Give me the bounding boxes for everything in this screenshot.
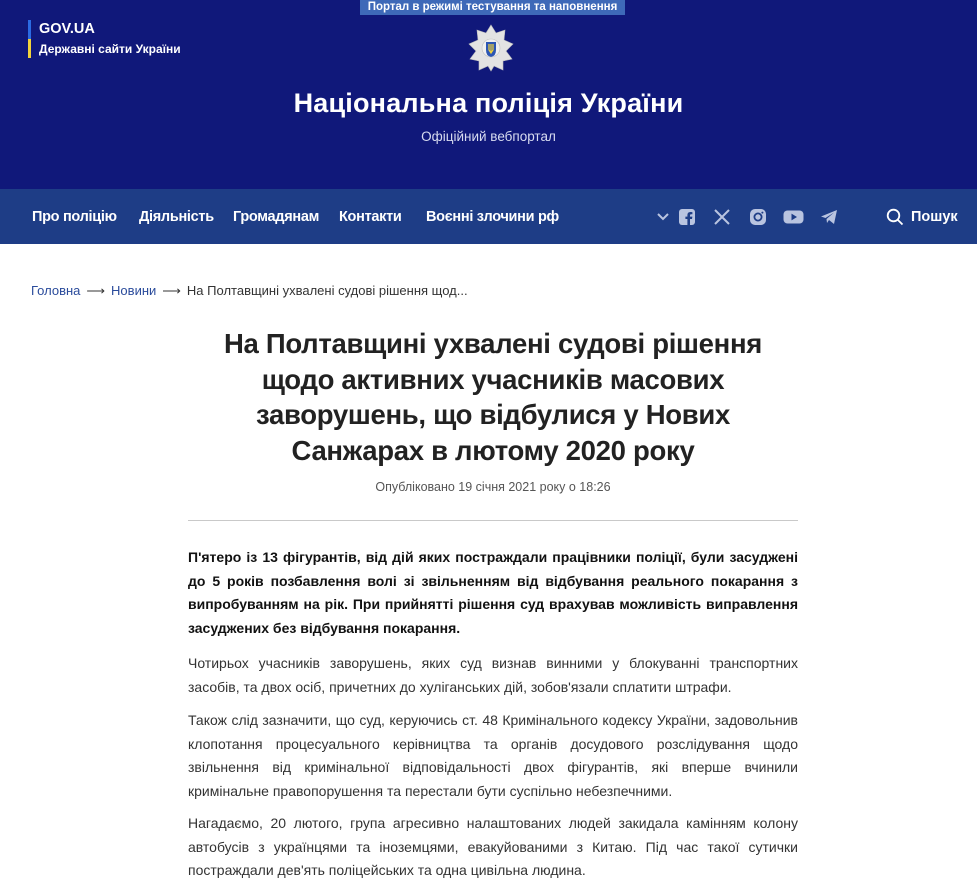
x-icon[interactable] [713,208,731,226]
article-lead: П'ятеро із 13 фігурантів, від дій яких постраждали працівники поліції, були засуджені до 5 років позбавлення волі зі звільненням від відбування реального покарання з випробуванням на рік. При прийнятті рішення суд врахував можливість виправлення засуджених без відбування покарання. [188,549,798,636]
police-emblem-icon[interactable] [467,24,515,72]
article-paragraph: Також слід зазначити, що суд, керуючись ст. 48 Кримінального кодексу України, задовольнив клопотання процесуального керівництва та органів досудового розслідування щодо звільнення від кримінальної відповідальності двох фігурантів, які вперше вчинили кримінальне правопорушення та перестали бути суспільно небезпечними. [188,712,798,799]
article-title: На Полтавщині ухвалені судові рішення щодо активних учасників масових заворушень, що відбулися у Нових Санжарах в лютому 2020 року [223,328,763,466]
site-header [0,0,977,189]
search-icon [886,208,904,226]
facebook-icon[interactable] [678,208,696,226]
telegram-icon[interactable] [820,208,838,226]
ua-flag-bar [28,20,31,58]
breadcrumb-news[interactable]: Новини [111,283,157,298]
search-label: Пошук [911,209,958,225]
breadcrumb-current: На Полтавщині ухвалені судові рішення щод... [186,283,468,298]
instagram-icon[interactable] [749,208,767,226]
nav-item-citizens[interactable]: Громадянам [233,209,320,225]
main-nav [0,189,977,244]
govua-subtitle: Державні сайти України [39,42,181,56]
published-date: Опубліковано 19 січня 2021 року о 18:26 [375,480,611,494]
article-paragraph: Чотирьох учасників заворушень, яких суд визнав винними у блокуванні транспортних засобів, та двох осіб, причетних до хуліганських дій, зобов'язали сплатити штрафи. [188,655,798,695]
youtube-icon[interactable] [783,208,804,226]
nav-item-contacts[interactable]: Контакти [339,209,402,225]
chevron-down-icon[interactable] [656,211,670,223]
breadcrumb [31,283,468,299]
nav-item-activity[interactable]: Діяльність [139,209,214,225]
nav-item-war-crimes[interactable]: Воєнні злочини рф [426,209,559,225]
nav-item-about[interactable]: Про поліцію [32,209,117,225]
breadcrumb-arrow-icon: ⟶ [162,283,181,298]
site-subtitle: Офіційний вебпортал [421,129,556,144]
breadcrumb-home[interactable]: Головна [31,283,81,298]
site-title[interactable]: Національна поліція України [293,88,684,118]
article-paragraph: Нагадаємо, 20 лютого, група агресивно налаштованих людей закидала камінням колону автобусів з українцями та іноземцями, евакуйованими з Китаю. Під час такої сутички постраждали дев'ять поліцейських та одна цивільна людина. [188,815,798,879]
test-mode-banner: Портал в режимі тестування та наповнення [360,0,625,15]
govua-title: GOV.UA [39,21,95,37]
breadcrumb-arrow-icon: ⟶ [86,283,106,298]
divider [188,520,798,521]
